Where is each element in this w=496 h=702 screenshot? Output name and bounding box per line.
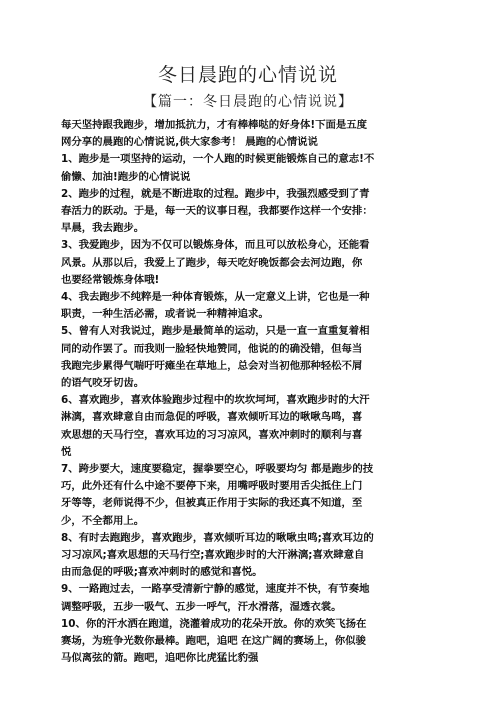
paragraph: 5、曾有人对我说过，跑步是最简单的运动，只是一直一直重复着相 同的动作罢了。而我则一脸轻快地赞同，他说的的确没错，但每当 我跑完步累得气喘吁吁瘫坐在草地上，总会对当初他那种轻松不屑 的语气咬牙切齿。 xyxy=(61,325,370,390)
paragraph: 3、我爱跑步，因为不仅可以锻炼身体，而且可以放松身心，还能看 风景。从那以后，我爱上了跑步，每天吃好晚饭都会去河边跑，你 也要经常锻炼身体哦! xyxy=(61,239,370,286)
paragraph: 7、跨步要大，速度要稳定，握拳要空心，呼吸要均匀 都是跑步的技 巧，此外还有什么中途不要停下来，用嘴呼吸时要用舌尖抵住上门 牙等等，老师说得不少，但被真正作用于实际的我还真不知道，至 少，不全都用上。 xyxy=(61,463,374,527)
document-title: 冬日晨跑的心情说说 xyxy=(157,64,338,86)
paragraph: 4、我去跑步不纯粹是一种体育锻炼，从一定意义上讲，它也是一种 职责，一种生活必需，或者说一种精神追求。 xyxy=(61,291,370,321)
paragraph: 2、跑步的过程，就是不断进取的过程。跑步中，我强烈感受到了青 春活力的跃动。于是，每一天的议事日程，我都要作这样一个安排： 早晨，我去跑步。 xyxy=(61,187,373,235)
paragraph: 6、喜欢跑步，喜欢体验跑步过程中的坎坎坷坷，喜欢跑步时的大汗 淋漓，喜欢肆意自由而急促的呼吸，喜欢倾听耳边的啾啾鸟鸣，喜 欢思想的天马行空，喜欢耳边的习习凉风，喜欢冲刺时的顺利与喜 悦 xyxy=(61,394,370,458)
document-body xyxy=(61,117,441,668)
paragraph: 每天坚持跟我跑步，增加抵抗力，才有棒棒哒的好身体!下面是五度 网分享的晨跑的心情说说,供大家参考！ 晨跑的心情说说 xyxy=(61,119,368,149)
paragraph: 1、跑步是一项坚持的运动，一个人跑的时候更能锻炼自己的意志!不 偷懒、加油!跑步的心情说说 xyxy=(61,153,375,183)
paragraph: 10、你的汗水洒在跑道，浇灌着成功的花朵开放。你的欢笑飞扬在 赛场，为班争光数你最棒。跑吧，追吧 在这广阔的赛场上，你似骏 马似离弦的箭。跑吧，追吧你比虎猛比豹强 xyxy=(61,617,367,665)
paragraph: 9、一路跑过去，一路享受清新宁静的感觉，速度并不快，有节奏地 调整呼吸，五步一吸气、五步一呼气，汗水滑落，湿透衣裳。 xyxy=(61,583,370,613)
paragraph: 8、有时去跑跑步，喜欢跑步，喜欢倾听耳边的啾啾虫鸣;喜欢耳边的 习习凉风;喜欢思想的天马行空;喜欢跑步时的大汗淋漓;喜欢肆意自 由而急促的呼吸;喜欢冲刺时的感觉和喜悦。 xyxy=(61,531,374,579)
document-subtitle: 【篇一：冬日晨跑的心情说说】 xyxy=(143,94,353,110)
